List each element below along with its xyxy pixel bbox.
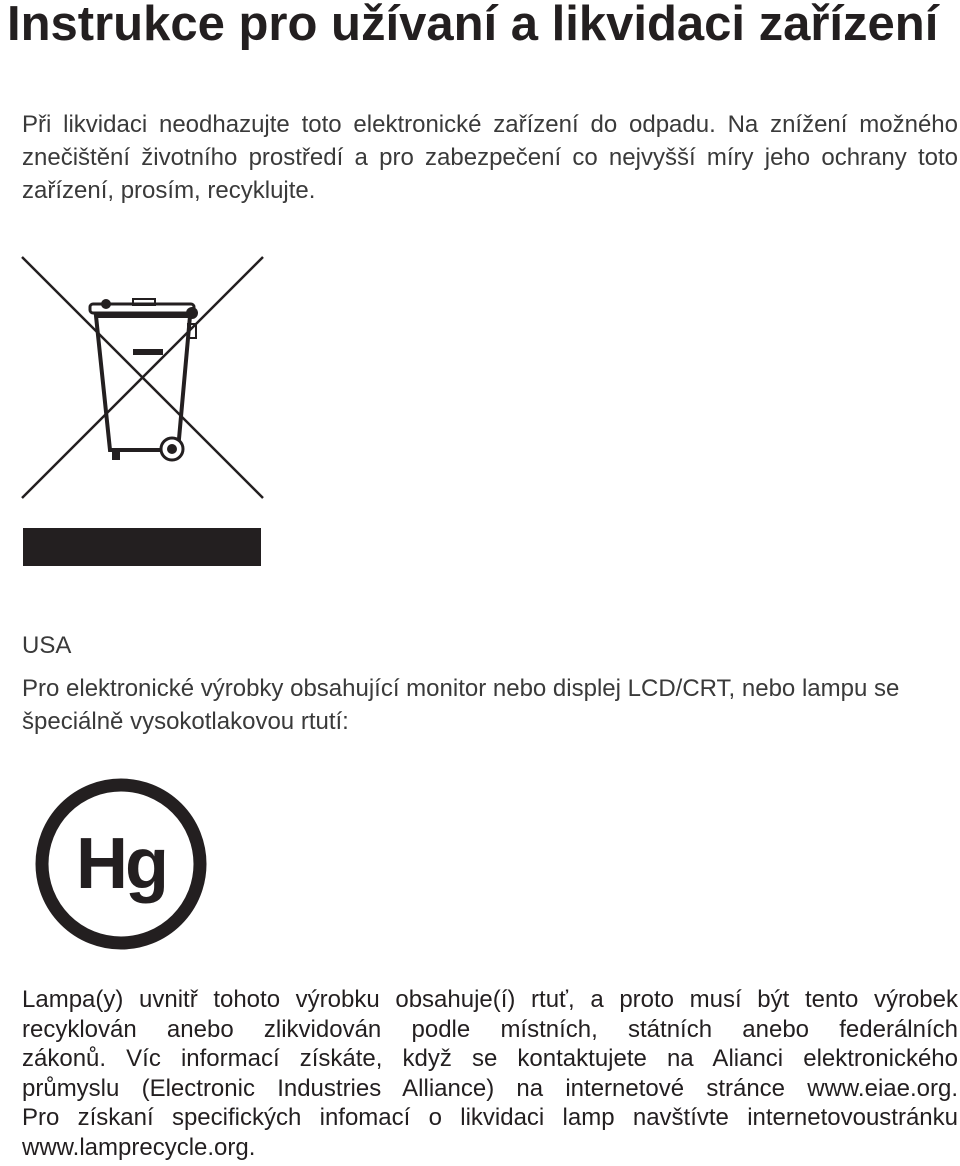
intro-paragraph: Při likvidaci neodhazujte toto elektronické zařízení do odpadu. Na znížení možného znečištění životního prostředí a pro zabezpečení co nejvyšší míry jeho ochrany toto zařízení, prosím, recyklujte. bbox=[22, 111, 958, 204]
body-line: Pro získaní specifických infomací o likvidaci lamp navštívte internetovoustránku bbox=[22, 1104, 958, 1131]
body-line: průmyslu (Electronic Industries Alliance) na internetové stránce www.eiae.org. bbox=[22, 1074, 958, 1102]
body-line: recyklován anebo zlikvidován podle místních, státních anebo federálních bbox=[22, 1015, 958, 1043]
mercury-disposal-paragraph bbox=[22, 985, 958, 1162]
crossed-out-wheelie-bin-icon bbox=[18, 252, 268, 572]
region-label: USA bbox=[22, 632, 72, 659]
page-title: Instrukce pro užívaní a likvidaci zařízení bbox=[7, 0, 939, 51]
body-line: Lampa(y) uvnitř tohoto výrobku obsahuje(í) rtuť, a proto musí být tento výrobek bbox=[22, 986, 958, 1013]
mercury-hg-icon bbox=[33, 776, 209, 952]
body-line: zákonů. Víc informací získáte, když se kontaktujete na Alianci elektronického bbox=[22, 1045, 958, 1072]
body-line: www.lamprecycle.org. bbox=[22, 1133, 256, 1161]
usa-lead-paragraph: Pro elektronické výrobky obsahující monitor nebo displej LCD/CRT, nebo lampu se špeciálně vysokotlakovou rtutí: bbox=[22, 675, 900, 735]
hg-symbol-text: Hg bbox=[76, 824, 166, 904]
